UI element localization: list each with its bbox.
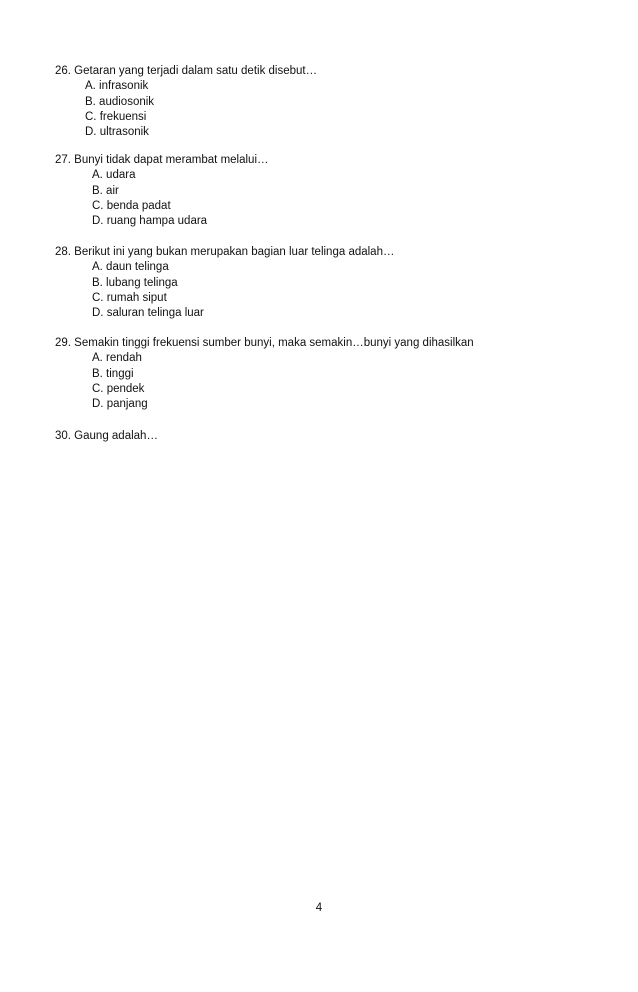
option-c: C. rumah siput — [92, 291, 167, 304]
option-list — [55, 79, 595, 140]
question-26 — [55, 64, 595, 140]
option-d: D. ultrasonik — [85, 126, 149, 139]
option-b: B. audiosonik — [85, 95, 155, 108]
question-29 — [55, 336, 595, 412]
option-list — [55, 168, 595, 229]
option-b: B. lubang telinga — [92, 276, 178, 289]
option-c: C. pendek — [92, 382, 145, 395]
question-text: 28. Berikut ini yang bukan merupakan bagian luar telinga adalah… — [55, 246, 395, 258]
option-d: D. ruang hampa udara — [92, 215, 208, 228]
option-list — [55, 351, 595, 412]
question-28 — [55, 245, 595, 321]
option-c: C. frekuensi — [85, 110, 147, 123]
option-c: C. benda padat — [92, 199, 171, 212]
option-a: A. rendah — [92, 352, 142, 365]
option-list — [55, 260, 595, 321]
option-a: A. udara — [92, 169, 136, 182]
option-b: B. tinggi — [92, 367, 134, 380]
option-d: D. panjang — [92, 398, 148, 411]
option-a: A. infrasonik — [85, 80, 149, 93]
page-number: 4 — [315, 902, 323, 914]
question-30 — [55, 429, 595, 444]
option-a: A. daun telinga — [92, 261, 169, 274]
question-text: 29. Semakin tinggi frekuensi sumber bunyi, maka semakin…bunyi yang dihasilkan — [55, 337, 474, 349]
question-text: 30. Gaung adalah… — [55, 430, 158, 442]
question-text: 27. Bunyi tidak dapat merambat melalui… — [55, 154, 269, 166]
option-b: B. air — [92, 184, 119, 197]
question-27 — [55, 153, 595, 229]
option-d: D. saluran telinga luar — [92, 307, 204, 320]
question-text: 26. Getaran yang terjadi dalam satu detik disebut… — [55, 65, 318, 77]
